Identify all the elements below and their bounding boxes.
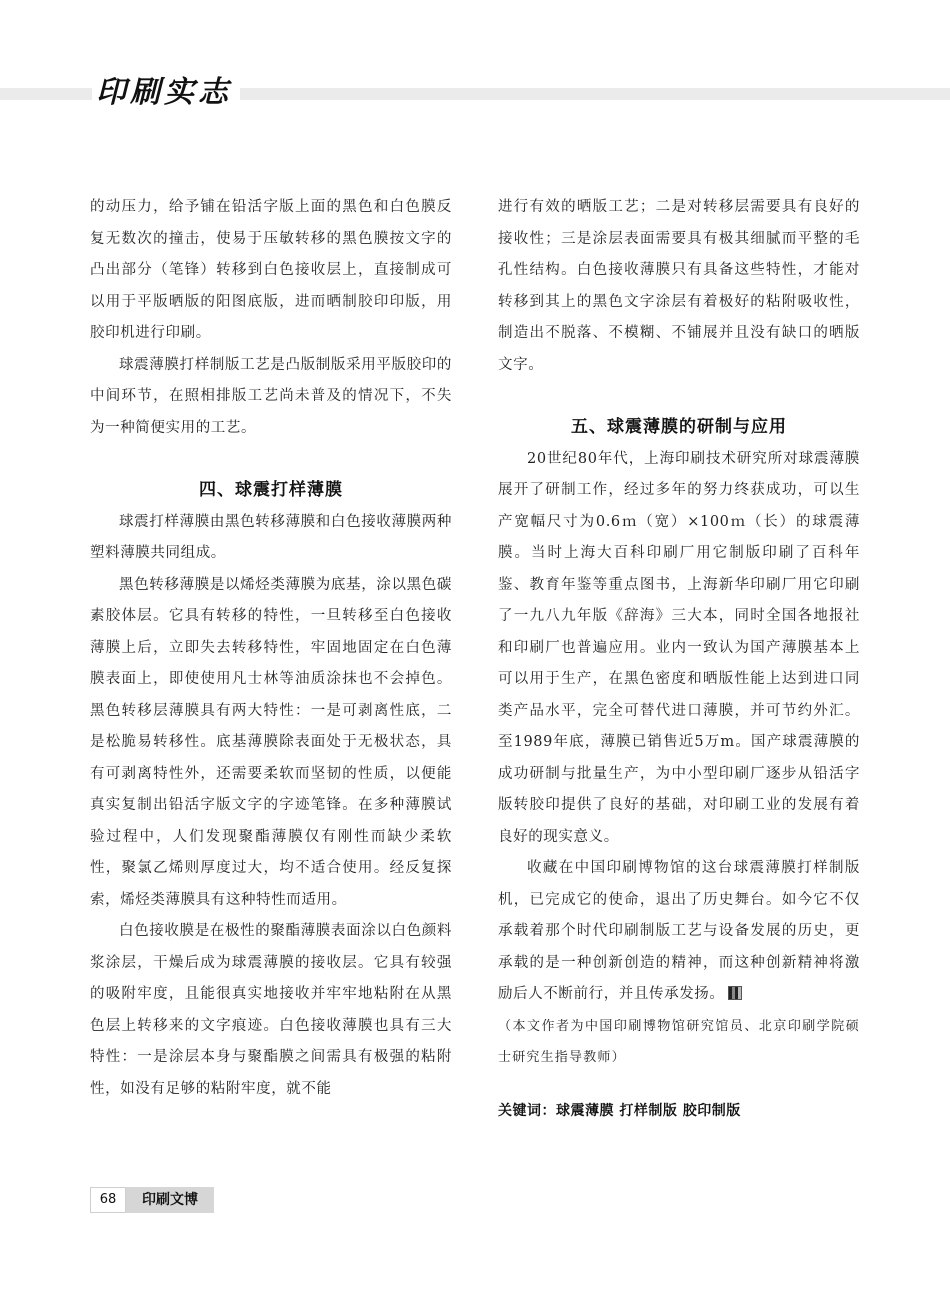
paragraph: 白色接收膜是在极性的聚酯薄膜表面涂以白色颜料浆涂层，干燥后成为球震薄膜的接收层。它具有较强的吸附牢度，且能很真实地接收并牢牢地粘附在从黑色层上转移来的文字痕迹。白色接收薄膜也具有三大特性：一是涂层本身与聚酯膜之间需具有极强的粘附性，如没有足够的粘附牢度，就不能 bbox=[90, 923, 452, 1097]
section-heading-5: 五、球震薄膜的研制与应用 bbox=[571, 417, 787, 437]
right-column bbox=[498, 192, 860, 1127]
paragraph: 的动压力，给予铺在铅活字版上面的黑色和白色膜反复无数次的撞击，使易于压敏转移的黑色膜按文字的凸出部分（笔锋）转移到白色接收层上，直接制成可以用于平版晒版的阳图底版，进而晒制胶印印版，用胶印机进行印刷。 bbox=[90, 199, 452, 341]
paragraph-final bbox=[498, 853, 860, 1011]
keywords: 关键词：球震薄膜 打样制版 胶印制版 bbox=[498, 1102, 741, 1119]
left-column bbox=[90, 192, 452, 1105]
magazine-logo: 印刷实志 bbox=[92, 68, 240, 118]
paragraph-text: 收藏在中国印刷博物馆的这台球震薄膜打样制版机，已完成它的使命，退出了历史舞台。如今它不仅承载着那个时代印刷制版工艺与设备发展的历史，更承载的是一种创新创造的精神，而这种创新精神将激励后人不断前行，并且传承发扬。 bbox=[498, 860, 860, 1002]
end-mark-icon bbox=[729, 987, 741, 999]
page-footer bbox=[90, 1187, 214, 1213]
paragraph: 球震薄膜打样制版工艺是凸版制版采用平版胶印的中间环节，在照相排版工艺尚未普及的情况下，不失为一种简便实用的工艺。 bbox=[90, 356, 452, 436]
paragraph: 球震打样薄膜由黑色转移薄膜和白色接收薄膜两种塑料薄膜共同组成。 bbox=[90, 513, 452, 561]
paragraph: 进行有效的晒版工艺；二是对转移层需要具有良好的接收性；三是涂层表面需要具有极其细腻而平整的毛孔性结构。白色接收薄膜只有具备这些特性，才能对转移到其上的黑色文字涂层有着极好的粘附吸收性，制造出不脱落、不模糊、不铺展并且没有缺口的晒版文字。 bbox=[498, 199, 860, 373]
author-byline: （本文作者为中国印刷博物馆研究馆员、北京印刷学院硕士研究生指导教师） bbox=[498, 1018, 860, 1065]
section-heading-4: 四、球震打样薄膜 bbox=[199, 480, 343, 500]
magazine-name: 印刷文博 bbox=[126, 1187, 214, 1213]
paragraph: 黑色转移薄膜是以烯烃类薄膜为底基，涂以黑色碳素胶体层。它具有转移的特性，一旦转移至白色接收薄膜上后，立即失去转移特性，牢固地固定在白色薄膜表面上，即使使用凡士林等油质涂抹也不会掉色。黑色转移层薄膜具有两大特性：一是可剥离性底，二是松脆易转移性。底基薄膜除表面处于无极状态，具有可剥离特性外，还需要柔软而坚韧的性质，以便能真实复制出铅活字版文字的字迹笔锋。在多种薄膜试验过程中，人们发现聚酯薄膜仅有刚性而缺少柔软性，聚氯乙烯则厚度过大，均不适合使用。经反复探索，烯烃类薄膜具有这种特性而适用。 bbox=[90, 576, 452, 908]
page-number: 68 bbox=[90, 1187, 126, 1213]
paragraph: 20世纪80年代，上海印刷技术研究所对球震薄膜展开了研制工作，经过多年的努力终获成功，可以生产宽幅尺寸为0.6ｍ（宽）×100ｍ（长）的球震薄膜。当时上海大百科印刷厂用它制版印刷了百科年鉴、教育年鉴等重点图书，上海新华印刷厂用它印刷了一九八九年版《辞海》三大本，同时全国各地报社和印刷厂也普遍应用。业内一致认为国产薄膜基本上可以用于生产，在黑色密度和晒版性能上达到进口同类产品水平，完全可替代进口薄膜，并可节约外汇。至1989年底，薄膜已销售近5万m。国产球震薄膜的成功研制与批量生产，为中小型印刷厂逐步从铅活字版转胶印提供了良好的基础，对印刷工业的发展有着良好的现实意义。 bbox=[498, 450, 860, 845]
